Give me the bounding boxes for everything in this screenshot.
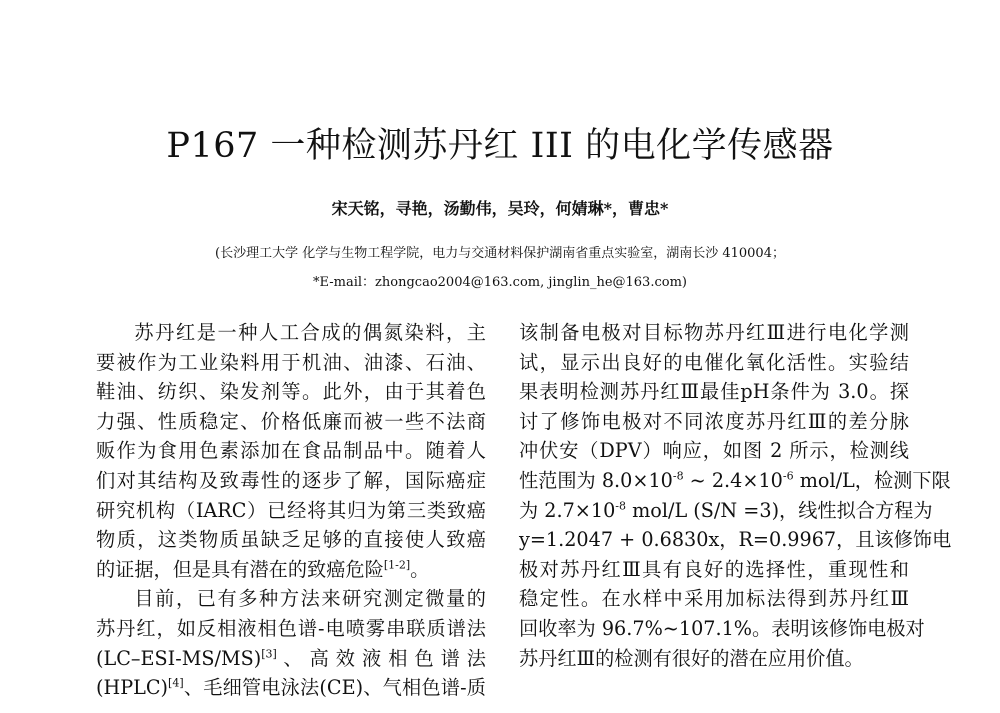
text-line: 目前，已有多种方法来研究测定微量的 — [134, 587, 486, 611]
text-line: 力强、性质稳定、价格低廉而被一些不法商 — [96, 409, 486, 433]
text-segment: 的证据，但是具有潜在的致癌危险 — [96, 557, 384, 581]
text-line: 研究机构（IARC）已经将其归为第三类致癌 — [96, 498, 486, 522]
text-line: 回收率为 96.7%~107.1%。表明该修饰电极对 — [519, 616, 925, 640]
text-line — [96, 644, 486, 674]
paper-title: P167 一种检测苏丹红 III 的电化学传感器 — [166, 126, 834, 166]
citation-ref: [4] — [168, 676, 184, 690]
text-line — [519, 466, 951, 496]
text-line: 冲伏安（DPV）响应，如图 2 所示，检测线 — [519, 439, 909, 463]
text-segment: (LC–ESI-MS/MS) — [96, 646, 262, 670]
text-line: 稳定性。在水样中采用加标法得到苏丹红Ⅲ — [519, 587, 909, 611]
text-line: 该制备电极对目标物苏丹红Ⅲ进行电化学测 — [519, 321, 909, 344]
text-line: 果表明检测苏丹红Ⅲ最佳pH条件为 3.0。探 — [519, 380, 909, 404]
text-segment: ~ 2.4×10 — [683, 468, 783, 492]
text-line: 极对苏丹红Ⅲ具有良好的选择性，重现性和 — [519, 557, 909, 581]
text-line: y=1.2047 + 0.6830x，R=0.9967，且该修饰电 — [519, 528, 952, 552]
text-line — [96, 555, 486, 585]
text-segment: 、毛细管电泳法(CE)、气相色谱-质 — [183, 676, 486, 700]
paragraph-methods — [96, 584, 486, 702]
citation-ref: [1-2] — [383, 558, 411, 572]
text-segment: 。 — [410, 557, 430, 581]
citation-ref: [3] — [261, 647, 277, 661]
text-line: 试，显示出良好的电催化氧化活性。实验结 — [519, 350, 909, 374]
text-line: 讨了修饰电极对不同浓度苏丹红Ⅲ的差分脉 — [519, 409, 909, 433]
text-segment: mol/L，检测下限 — [793, 468, 951, 492]
text-line: 鞋油、纺织、染发剂等。此外，由于其着色 — [96, 380, 486, 404]
text-line: 要被作为工业染料用于机油、油漆、石油、 — [96, 350, 486, 374]
affiliation-line-2: *E-mail：zhongcao2004@163.com, jinglin_he@163.com) — [313, 275, 687, 290]
text-line: 物质，这类物质虽缺乏足够的直接使人致癌 — [96, 528, 486, 552]
affiliation-line-1: (长沙理工大学 化学与生物工程学院，电力与交通材料保护湖南省重点实验室，湖南长沙 410004； — [215, 246, 785, 261]
paragraph-results — [519, 318, 952, 673]
text-line: 苏丹红，如反相液相色谱-电喷雾串联质谱法 — [96, 616, 486, 640]
exponent: -6 — [782, 469, 794, 483]
text-segment: 性范围为 8.0×10 — [519, 468, 673, 492]
text-line: 苏丹红Ⅲ的检测有很好的潜在应用价值。 — [519, 646, 864, 670]
text-line: 贩作为食用色素添加在食品制品中。随着人 — [96, 439, 486, 463]
text-segment: 为 2.7×10 — [519, 498, 616, 522]
text-segment: 、 高 效 液 相 色 谱 法 — [276, 646, 486, 670]
author-list: 宋天铭，寻艳，汤勤伟，吴玲，何婧琳*，曹忠* — [331, 199, 669, 218]
text-line — [96, 673, 486, 703]
text-segment: mol/L (S/N =3)，线性拟合方程为 — [626, 498, 933, 522]
right-column — [519, 318, 952, 673]
exponent: -8 — [615, 499, 627, 513]
text-line: 们对其结构及致毒性的逐步了解，国际癌症 — [96, 468, 486, 492]
exponent: -8 — [672, 469, 684, 483]
text-line: 苏丹红是一种人工合成的偶氮染料，主 — [134, 321, 486, 344]
text-line — [519, 496, 933, 526]
paragraph-intro — [96, 318, 486, 584]
left-column — [96, 318, 486, 703]
text-segment: (HPLC) — [96, 676, 169, 700]
